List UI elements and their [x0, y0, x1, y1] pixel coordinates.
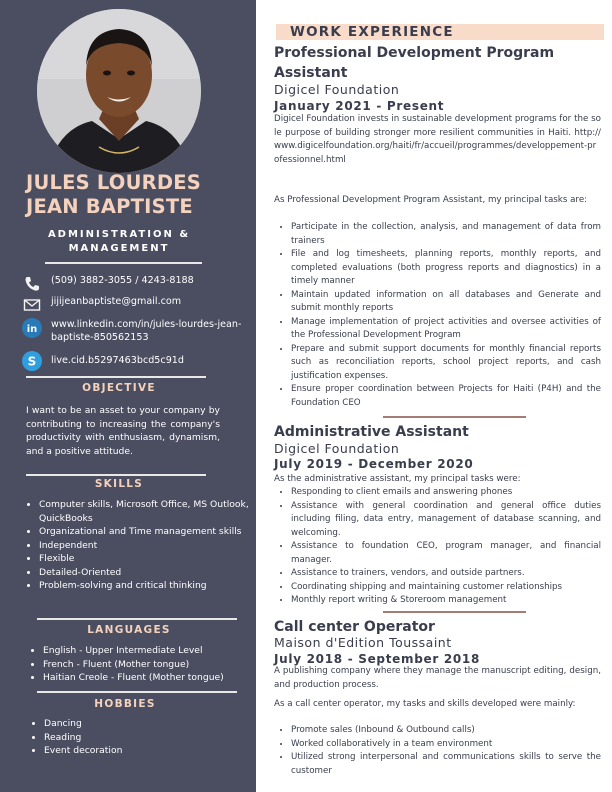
list-item: • Assistance with general coordination and general office duties including filing, data entry, management of database scanning, and welcoming.: [291, 500, 601, 541]
skype-icon: [22, 351, 42, 371]
divider: [26, 376, 206, 378]
job-title: Administrative Assistant: [274, 424, 469, 440]
list-item: • Maintain updated information on all databases and Generate and submit monthly reports: [291, 289, 601, 316]
divider: [37, 618, 237, 620]
skills-heading: SKILLS: [94, 478, 144, 490]
divider: [26, 474, 206, 476]
company-name: Maison d'Edition Toussaint: [274, 635, 452, 650]
job-title: Professional Development Program Assistant: [274, 45, 555, 81]
phone-number: (509) 3882-3055 / 4243-8188: [51, 275, 194, 286]
linkedin-icon: [22, 318, 42, 338]
divider: [45, 262, 202, 264]
tasks-intro: As the administrative assistant, my principal tasks were:: [274, 474, 521, 484]
hobbies-heading: HOBBIES: [94, 698, 156, 710]
list-item: • Independent: [39, 539, 249, 553]
list-item: • English - Upper Intermediate Level: [43, 644, 253, 658]
linkedin-url[interactable]: www.linkedin.com/in/jules-lourdes-jean-baptiste-850562153: [51, 319, 242, 343]
skype-id[interactable]: live.cid.b5297463bcd5c91d: [51, 355, 184, 366]
last-name: JEAN BAPTISTE: [26, 195, 193, 218]
email-address[interactable]: jijijeanbaptiste@gmail.com: [51, 296, 182, 307]
languages-heading: LANGUAGES: [87, 624, 171, 636]
tasks-intro: As Professional Development Program Assistant, my principal tasks are:: [274, 195, 588, 205]
list-item: • Responding to client emails and answering phones: [291, 486, 601, 500]
job-dates: July 2019 - December 2020: [274, 457, 474, 471]
list-item: • Event decoration: [44, 744, 254, 758]
skills-list: [26, 498, 249, 593]
svg-text:in: in: [26, 324, 38, 335]
list-item: • Coordinating shipping and maintaining customer relationships: [291, 581, 601, 595]
objective-text: I want to be an asset to your company by contributing to increasing the company's productivity with enthusiasm, dynamism, and a positive attitude.: [26, 405, 220, 457]
full-name: [26, 171, 246, 219]
tasks-list: [274, 221, 601, 410]
work-experience-band: [276, 24, 604, 40]
phone-icon: [22, 274, 42, 294]
objective-heading: OBJECTIVE: [82, 382, 156, 394]
company-name: Digicel Foundation: [274, 82, 400, 97]
list-item: • Participate in the collection, analysis, and management of data from trainers: [291, 221, 601, 248]
list-item: • Detailed-Oriented: [39, 566, 249, 580]
divider: [383, 611, 526, 613]
tasks-intro: As a call center operator, my tasks and skills developed were mainly:: [274, 699, 576, 709]
languages-list: [30, 644, 253, 685]
svg-text:S: S: [27, 354, 37, 369]
list-item: • Assistance to trainers, vendors, and outside partners.: [291, 567, 601, 581]
tasks-list: [274, 486, 601, 608]
company-name: Digicel Foundation: [274, 441, 400, 456]
list-item: • Worked collaboratively in a team environment: [291, 738, 601, 752]
sidebar: [0, 0, 256, 792]
list-item: • Promote sales (Inbound & Outbound calls): [291, 724, 601, 738]
professional-title: ADMINISTRATION & MANAGEMENT: [47, 229, 191, 254]
hobbies-list: [31, 717, 254, 758]
job-title: Call center Operator: [274, 619, 435, 635]
list-item: • Haitian Creole - Fluent (Mother tongue): [43, 671, 253, 685]
divider: [383, 416, 526, 418]
mail-icon: [22, 295, 42, 315]
list-item: • French - Fluent (Mother tongue): [43, 658, 253, 672]
list-item: • Assistance to foundation CEO, program manager, and financial manager.: [291, 540, 601, 567]
first-name: JULES LOURDES: [26, 171, 201, 194]
list-item: • Monthly report writing & Storeroom management: [291, 594, 601, 608]
list-item: • Computer skills, Microsoft Office, MS Outlook, QuickBooks: [39, 498, 249, 525]
job-dates: January 2021 - Present: [274, 99, 445, 113]
divider: [37, 691, 237, 693]
list-item: • Dancing: [44, 717, 254, 731]
list-item: • Prepare and submit support documents for monthly financial reports such as reconciliation reports, school project reports, and cash justification expenses.: [291, 343, 601, 384]
company-description: A publishing company where they manage the manuscript editing, design, and production process.: [274, 666, 601, 690]
list-item: • Ensure proper coordination between Projects for Haiti (P4H) and the Foundation CEO: [291, 383, 601, 410]
list-item: • Manage implementation of project activities and oversee activities of the Professional Development Program: [291, 316, 601, 343]
list-item: • Utilized strong interpersonal and communications skills to serve the customer: [291, 751, 601, 778]
list-item: • Problem-solving and critical thinking: [39, 579, 249, 593]
list-item: • Flexible: [39, 552, 249, 566]
list-item: • Reading: [44, 731, 254, 745]
tasks-list: [274, 724, 601, 778]
work-experience-heading: WORK EXPERIENCE: [290, 24, 454, 40]
company-description: Digicel Foundation invests in sustainable development programs for the sole purpose of building stronger more resilient communities in Haiti. http://www.digicelfoundation.org/haiti/fr/accueil/programmes/developpement-professionnel.html: [274, 114, 601, 165]
profile-photo: [37, 9, 201, 173]
list-item: • File and log timesheets, planning reports, monthly reports, and completed evaluations (both progress reports and diagnostics) in a timely manner: [291, 248, 601, 289]
job-dates: July 2018 - September 2018: [274, 652, 481, 666]
list-item: • Organizational and Time management skills: [39, 525, 249, 539]
